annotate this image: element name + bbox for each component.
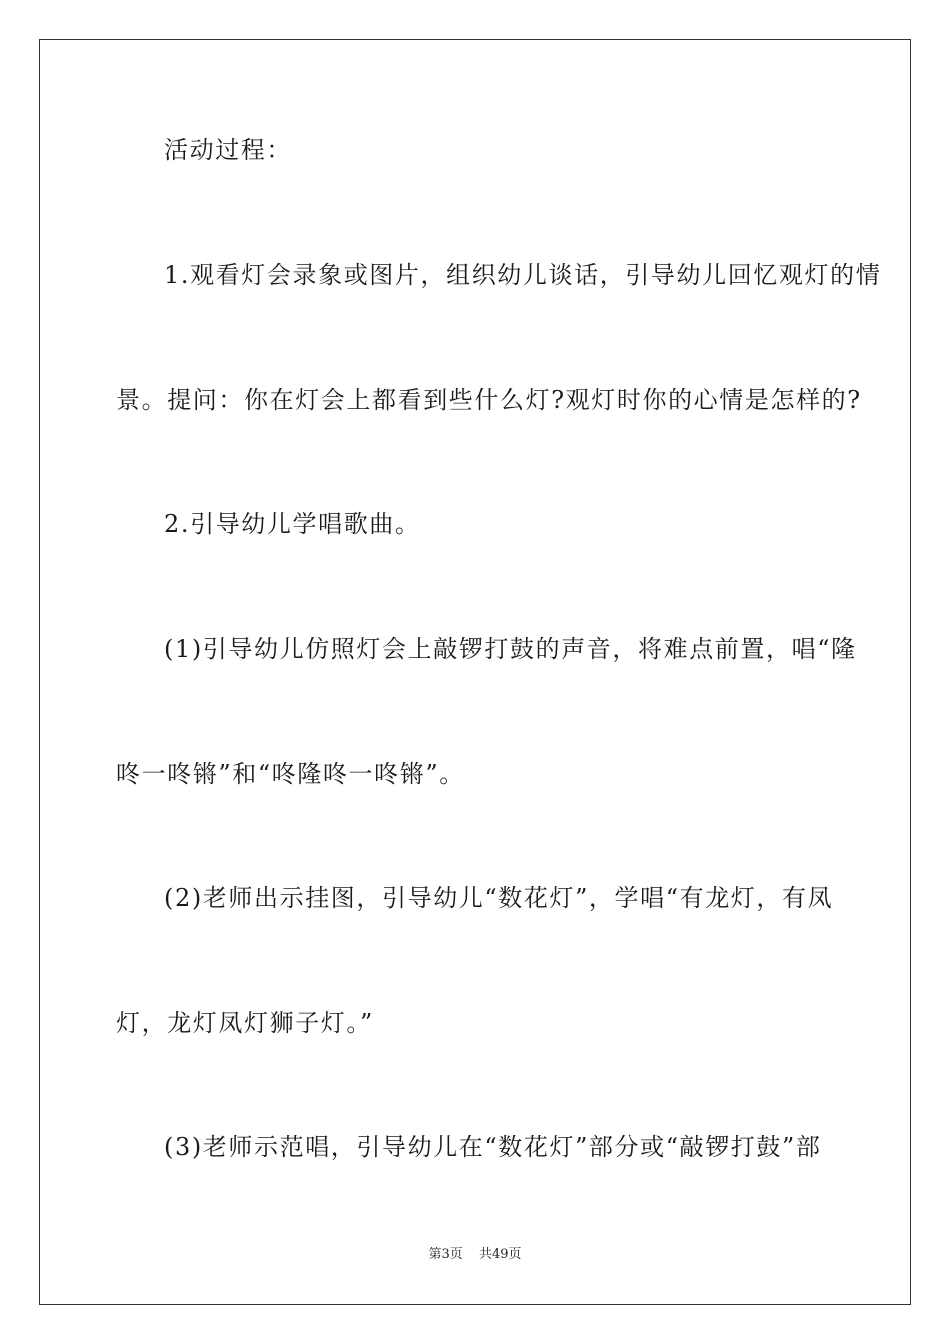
page-footer <box>0 1246 950 1264</box>
page-frame <box>39 39 911 1305</box>
paragraph-line: 2.引导幼儿学唱歌曲。 <box>164 510 421 538</box>
paragraph-line: (1)引导幼儿仿照灯会上敲锣打鼓的声音，将难点前置，唱“隆 <box>164 635 857 663</box>
section-heading: 活动过程： <box>164 136 292 164</box>
paragraph-line: 景。提问：你在灯会上都看到些什么灯?观灯时你的心情是怎样的? <box>116 386 862 414</box>
paragraph-line: (2)老师出示挂图，引导幼儿“数花灯”，学唱“有龙灯，有凤 <box>164 884 834 912</box>
page-total: 共49页 <box>478 1247 522 1262</box>
paragraph-line: 1.观看灯会录象或图片，组织幼儿谈话，引导幼儿回忆观灯的情 <box>164 261 882 289</box>
paragraph-line: (3)老师示范唱，引导幼儿在“数花灯”部分或“敲锣打鼓”部 <box>164 1133 822 1161</box>
paragraph-line: 咚一咚锵”和“咚隆咚一咚锵”。 <box>116 760 465 788</box>
page-number: 第3页 <box>428 1247 463 1262</box>
paragraph-line: 灯，龙灯凤灯狮子灯。” <box>116 1009 374 1037</box>
